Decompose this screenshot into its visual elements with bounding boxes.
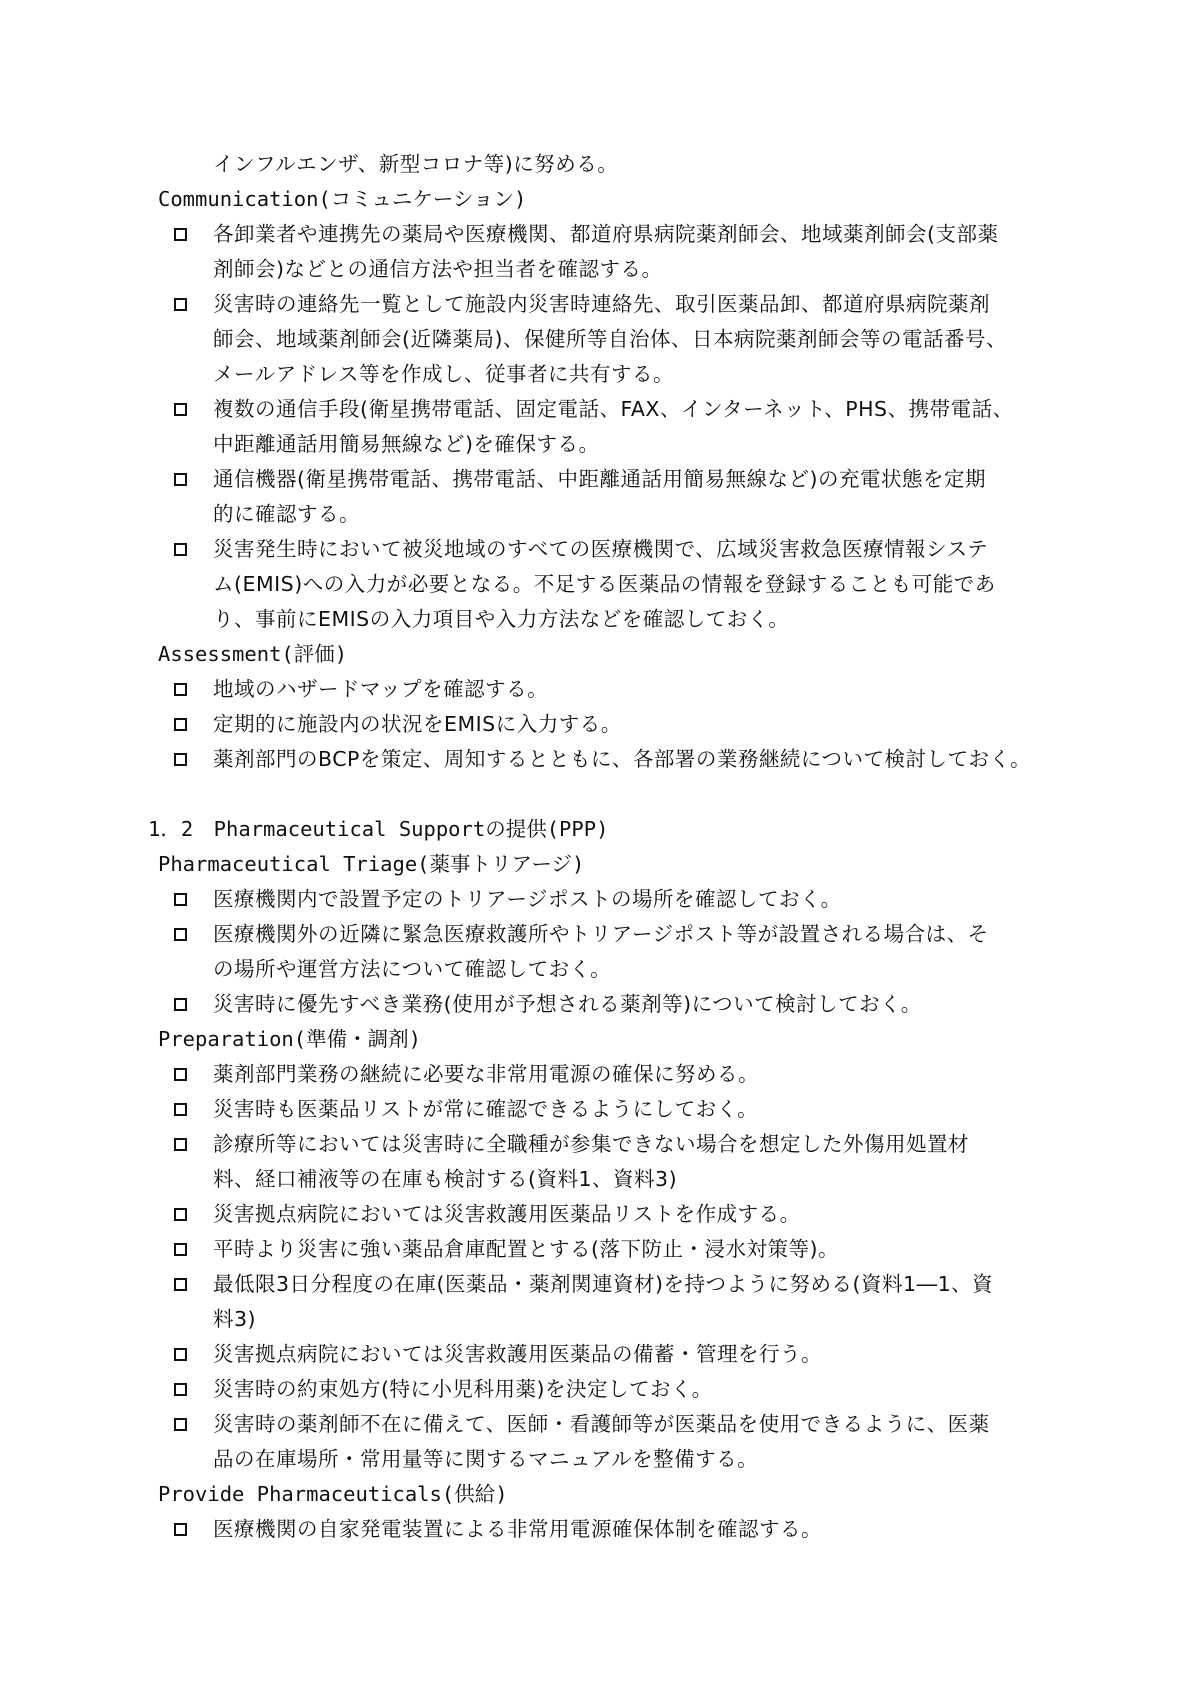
- list-item-line: 災害拠点病院においては災害救護用医薬品リストを作成する。: [213, 1202, 801, 1226]
- list-item-line: り、事前にEMISの入力項目や入力方法などを確認しておく。: [213, 607, 790, 631]
- checkbox-icon: [174, 543, 187, 556]
- list-item-line: 医療機関内で設置予定のトリアージポストの場所を確認しておく。: [213, 887, 842, 911]
- checkbox-icon: [174, 1103, 187, 1116]
- triage-heading: Pharmaceutical Triage(薬事トリアージ): [158, 852, 585, 876]
- checkbox-icon: [174, 228, 187, 241]
- list-item-line: 平時より災害に強い薬品倉庫配置とする(落下防止・浸水対策等)。: [213, 1237, 839, 1261]
- list-item-line: 災害時の約束処方(特に小児科用薬)を決定しておく。: [213, 1377, 713, 1401]
- list-item-line: 定期的に施設内の状況をEMISに入力する。: [213, 712, 622, 736]
- assessment-heading: Assessment(評価): [158, 642, 348, 666]
- checkbox-icon: [174, 403, 187, 416]
- communication-heading: Communication(コミュニケーション): [158, 187, 527, 211]
- list-item-line: メールアドレス等を作成し、従事者に共有する。: [213, 362, 674, 386]
- list-item-line: 複数の通信手段(衛星携帯電話、固定電話、FAX、インターネット、PHS、携帯電話、: [213, 397, 1014, 421]
- list-item-line: 薬剤部門業務の継続に必要な非常用電源の確保に努める。: [213, 1062, 759, 1086]
- preparation-heading: Preparation(準備・調剤): [158, 1027, 421, 1051]
- list-item-line: 医療機関の自家発電装置による非常用電源確保体制を確認する。: [213, 1517, 822, 1541]
- checkbox-icon: [174, 1278, 187, 1291]
- checkbox-icon: [174, 1208, 187, 1221]
- list-item-line: 中距離通話用簡易無線など)を確保する。: [213, 432, 600, 456]
- checkbox-icon: [174, 928, 187, 941]
- checkbox-icon: [174, 753, 187, 766]
- list-item-line: 地域のハザードマップを確認する。: [213, 677, 549, 701]
- checkbox-icon: [174, 473, 187, 486]
- list-item-line: 通信機器(衛星携帯電話、携帯電話、中距離通話用簡易無線など)の充電状態を定期: [213, 467, 986, 491]
- list-item-line: 災害発生時において被災地域のすべての医療機関で、広域災害救急医療情報システ: [213, 537, 989, 561]
- checkbox-icon: [174, 683, 187, 696]
- checkbox-icon: [174, 718, 187, 731]
- list-item-line: 薬剤部門のBCPを策定、周知するとともに、各部署の業務継続について検討しておく。: [213, 747, 1032, 771]
- list-item-line: 災害拠点病院においては災害救護用医薬品の備蓄・管理を行う。: [213, 1342, 822, 1366]
- list-item-line: 的に確認する。: [213, 502, 360, 526]
- checkbox-icon: [174, 998, 187, 1011]
- checkbox-icon: [174, 1383, 187, 1396]
- checkbox-icon: [174, 893, 187, 906]
- list-item-line: 災害時の連絡先一覧として施設内災害時連絡先、取引医薬品卸、都道府県病院薬剤: [213, 292, 990, 316]
- checkbox-icon: [174, 1068, 187, 1081]
- list-item-line: の場所や運営方法について確認しておく。: [213, 957, 612, 981]
- list-item-line: 災害時の薬剤師不在に備えて、医師・看護師等が医薬品を使用できるように、医薬: [213, 1412, 990, 1436]
- list-item-line: 診療所等においては災害時に全職種が参集できない場合を想定した外傷用処置材: [213, 1132, 969, 1156]
- list-item-line: 師会、地域薬剤師会(近隣薬局)、保健所等自治体、日本病院薬剤師会等の電話番号、: [213, 327, 1007, 351]
- section-heading: 1．2 Pharmaceutical Supportの提供(PPP): [148, 817, 609, 841]
- checkbox-icon: [174, 1138, 187, 1151]
- list-item-line: 災害時も医薬品リストが常に確認できるようにしておく。: [213, 1097, 759, 1121]
- checkbox-icon: [174, 1523, 187, 1536]
- list-item-line: 各卸業者や連携先の薬局や医療機関、都道府県病院薬剤師会、地域薬剤師会(支部薬: [213, 222, 999, 246]
- provide-heading: Provide Pharmaceuticals(供給): [158, 1482, 508, 1506]
- list-item-line: 品の在庫場所・常用量等に関するマニュアルを整備する。: [213, 1447, 759, 1471]
- checkbox-icon: [174, 1243, 187, 1256]
- list-item-line: 剤師会)などとの通信方法や担当者を確認する。: [213, 257, 663, 281]
- list-item-line: ム(EMIS)への入力が必要となる。不足する医薬品の情報を登録することも可能であ: [213, 572, 996, 596]
- checkbox-icon: [174, 1418, 187, 1431]
- checkbox-icon: [174, 298, 187, 311]
- list-item-line: 災害時に優先すべき業務(使用が予想される薬剤等)について検討しておく。: [213, 992, 922, 1016]
- list-item-line: 医療機関外の近隣に緊急医療救護所やトリアージポスト等が設置される場合は、そ: [213, 922, 989, 946]
- list-item-line: 料、経口補液等の在庫も検討する(資料1、資料3): [213, 1167, 678, 1191]
- checkbox-icon: [174, 1348, 187, 1361]
- list-item-line: 料3): [213, 1307, 257, 1331]
- continuation-text: インフルエンザ、新型コロナ等)に努める。: [213, 152, 619, 176]
- list-item-line: 最低限3日分程度の在庫(医薬品・薬剤関連資材)を持つように努める(資料1―1、資: [213, 1272, 994, 1296]
